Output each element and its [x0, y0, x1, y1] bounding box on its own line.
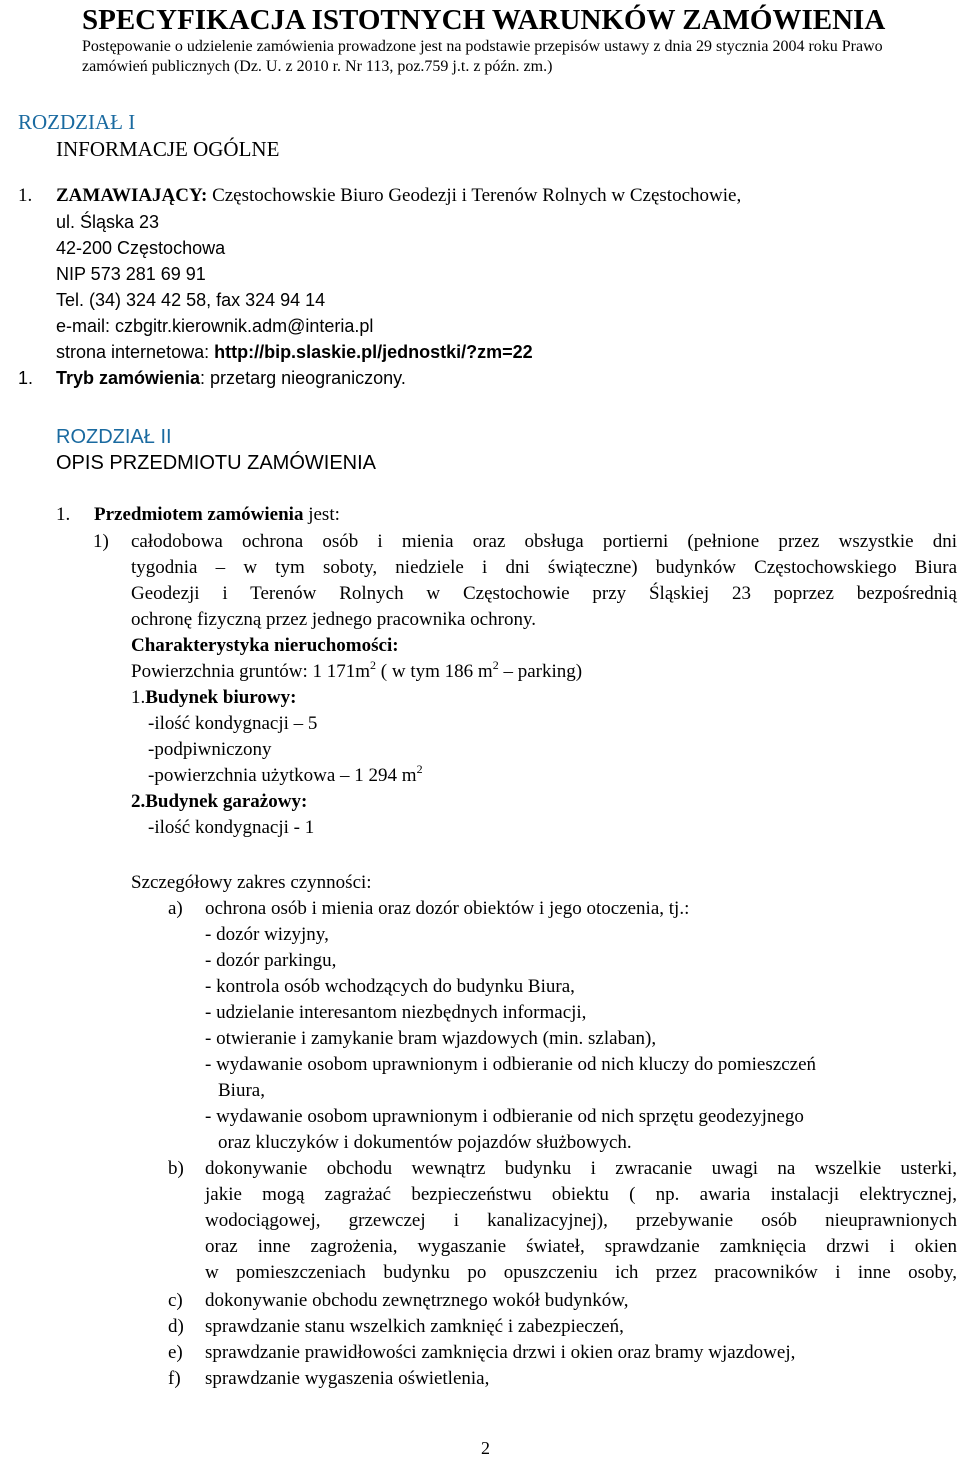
chapter-1-label: ROZDZIAŁ I [18, 110, 136, 134]
land-area-a: Powierzchnia gruntów: 1 171m [131, 661, 371, 682]
subject-line [56, 503, 340, 527]
office-usable-area-sup: 2 [416, 762, 423, 776]
office-basement: -podpiwniczony [148, 739, 272, 760]
item-number: 1. [18, 368, 34, 388]
item-e-label: e) [168, 1342, 183, 1363]
item-number: 1. [18, 185, 33, 206]
ordering-party-value: Częstochowskie Biuro Geodezji i Terenów Rolnych w Częstochowie, [207, 185, 742, 206]
procedure-mode-value: : przetarg nieograniczony. [200, 368, 406, 388]
land-area-sup-2: 2 [492, 658, 499, 672]
item-f-label: f) [168, 1368, 181, 1389]
item-a-label: a) [168, 898, 183, 919]
item-b-label: b) [168, 1158, 184, 1179]
chapter-1-heading: INFORMACJE OGÓLNE [56, 137, 280, 161]
document-title: SPECYFIKACJA ISTOTNYCH WARUNKÓW ZAMÓWIENIA [82, 4, 886, 36]
item-a-sub: - wydawanie osobom uprawnionym i odbieranie od nich kluczy do pomieszczeń [205, 1054, 816, 1075]
procedure-mode-line [18, 366, 406, 390]
item-b-line: w pomieszczeniach budynku po opuszczeniu ich przez pracowników i inne osoby, [205, 1262, 957, 1283]
website-label: strona internetowa: [56, 342, 215, 362]
item-a-sub: - dozór wizyjny, [205, 924, 329, 945]
item-a-sub: - wydawanie osobom uprawnionym i odbieranie od nich sprzętu geodezyjnego [205, 1106, 804, 1127]
item-c-text: dokonywanie obchodu zewnętrznego wokół budynków, [205, 1290, 629, 1311]
land-area [131, 660, 582, 684]
land-area-c: – parking) [498, 661, 583, 682]
item-f-text: sprawdzanie wygaszenia oświetlenia, [205, 1368, 490, 1389]
office-building-number: 1. [131, 687, 146, 708]
address-city: 42-200 Częstochowa [56, 238, 226, 258]
item-b-line: dokonywanie obchodu wewnątrz budynku i zwracanie uwagi na wszelkie usterki, [205, 1158, 957, 1179]
garage-floors: -ilość kondygnacji - 1 [148, 817, 315, 838]
address-nip: NIP 573 281 69 91 [56, 264, 206, 284]
item-d-text: sprawdzanie stanu wszelkich zamknięć i zabezpieczeń, [205, 1316, 624, 1337]
scope-heading: Szczegółowy zakres czynności: [131, 872, 372, 893]
ordering-party-key: ZAMAWIAJĄCY: [56, 185, 208, 206]
office-building-title [131, 686, 296, 710]
office-floors: -ilość kondygnacji – 5 [148, 713, 318, 734]
chapter-2-label: ROZDZIAŁ II [56, 426, 172, 448]
item-e-text: sprawdzanie prawidłowości zamknięcia drzwi i okien oraz bramy wjazdowej, [205, 1342, 796, 1363]
point-1-line-2: tygodnia – w tym soboty, niedziele i dni świąteczne) budynków Częstochowskiego Biura [131, 557, 957, 578]
subject-key: Przedmiotem zamówienia [94, 504, 304, 525]
point-1-line-4: ochronę fizyczną przez jednego pracownika ochrony. [131, 609, 536, 630]
office-building-label: Budynek biurowy: [145, 687, 297, 708]
chapter-2-heading: OPIS PRZEDMIOTU ZAMÓWIENIA [56, 452, 377, 474]
website-line [56, 340, 533, 364]
procedure-mode-key: Tryb zamówienia [56, 368, 201, 388]
email-link[interactable]: e-mail: czbgitr.kierownik.adm@interia.pl [56, 316, 374, 336]
item-a-text: ochrona osób i mienia oraz dozór obiektów i jego otoczenia, tj.: [205, 898, 690, 919]
land-area-sup: 2 [370, 658, 377, 672]
garage-building-title: 2.Budynek garażowy: [131, 791, 308, 812]
item-a-sub: - udzielanie interesantom niezbędnych informacji, [205, 1002, 587, 1023]
office-usable-area-text: -powierzchnia użytkowa – 1 294 m [148, 765, 417, 786]
item-b-line: oraz inne zagrożenia, wygaszanie świateł, sprawdzanie zamknięcia drzwi i okien [205, 1236, 957, 1257]
item-a-sub: - kontrola osób wchodzących do budynku Biura, [205, 976, 575, 997]
intro-line-2: zamówień publicznych (Dz. U. z 2010 r. Nr 113, poz.759 j.t. z późn. zm.) [82, 58, 553, 75]
office-usable-area [148, 764, 423, 788]
point-1-line-1: całodobowa ochrona osób i mienia oraz obsługa portierni (pełnione przez wszystkie dni [131, 531, 957, 552]
item-a-sub: oraz kluczyków i dokumentów pojazdów służbowych. [218, 1132, 632, 1153]
item-number: 1. [56, 504, 71, 525]
address-street: ul. Śląska 23 [56, 212, 160, 232]
point-1-number: 1) [93, 531, 109, 552]
land-area-b: ( w tym 186 m [376, 661, 493, 682]
item-a-sub: - dozór parkingu, [205, 950, 337, 971]
intro-line-1: Postępowanie o udzielenie zamówienia prowadzone jest na podstawie przepisów ustawy z dnia 29 stycznia 2004 roku Prawo [82, 38, 883, 55]
item-a-sub: Biura, [218, 1080, 265, 1101]
point-1-line-3: Geodezji i Terenów Rolnych w Częstochowie przy Śląskiej 23 poprzez bezpośrednią [131, 583, 957, 604]
ordering-party-line [18, 184, 741, 208]
page-number: 2 [481, 1438, 490, 1458]
address-phone: Tel. (34) 324 42 58, fax 324 94 14 [56, 290, 326, 310]
item-b-line: jakie mogą zagrażać bezpieczeństwu obiektu ( np. awaria instalacji elektrycznej, [205, 1184, 957, 1205]
website-link[interactable]: http://bip.slaskie.pl/jednostki/?zm=22 [214, 342, 533, 362]
item-c-label: c) [168, 1290, 183, 1311]
item-d-label: d) [168, 1316, 184, 1337]
item-b-line: wodociągowej, grzewczej i kanalizacyjnej), przebywanie osób nieuprawnionych [205, 1210, 957, 1231]
subject-value: jest: [303, 504, 340, 525]
property-heading: Charakterystyka nieruchomości: [131, 635, 399, 656]
item-a-sub: - otwieranie i zamykanie bram wjazdowych (min. szlaban), [205, 1028, 657, 1049]
